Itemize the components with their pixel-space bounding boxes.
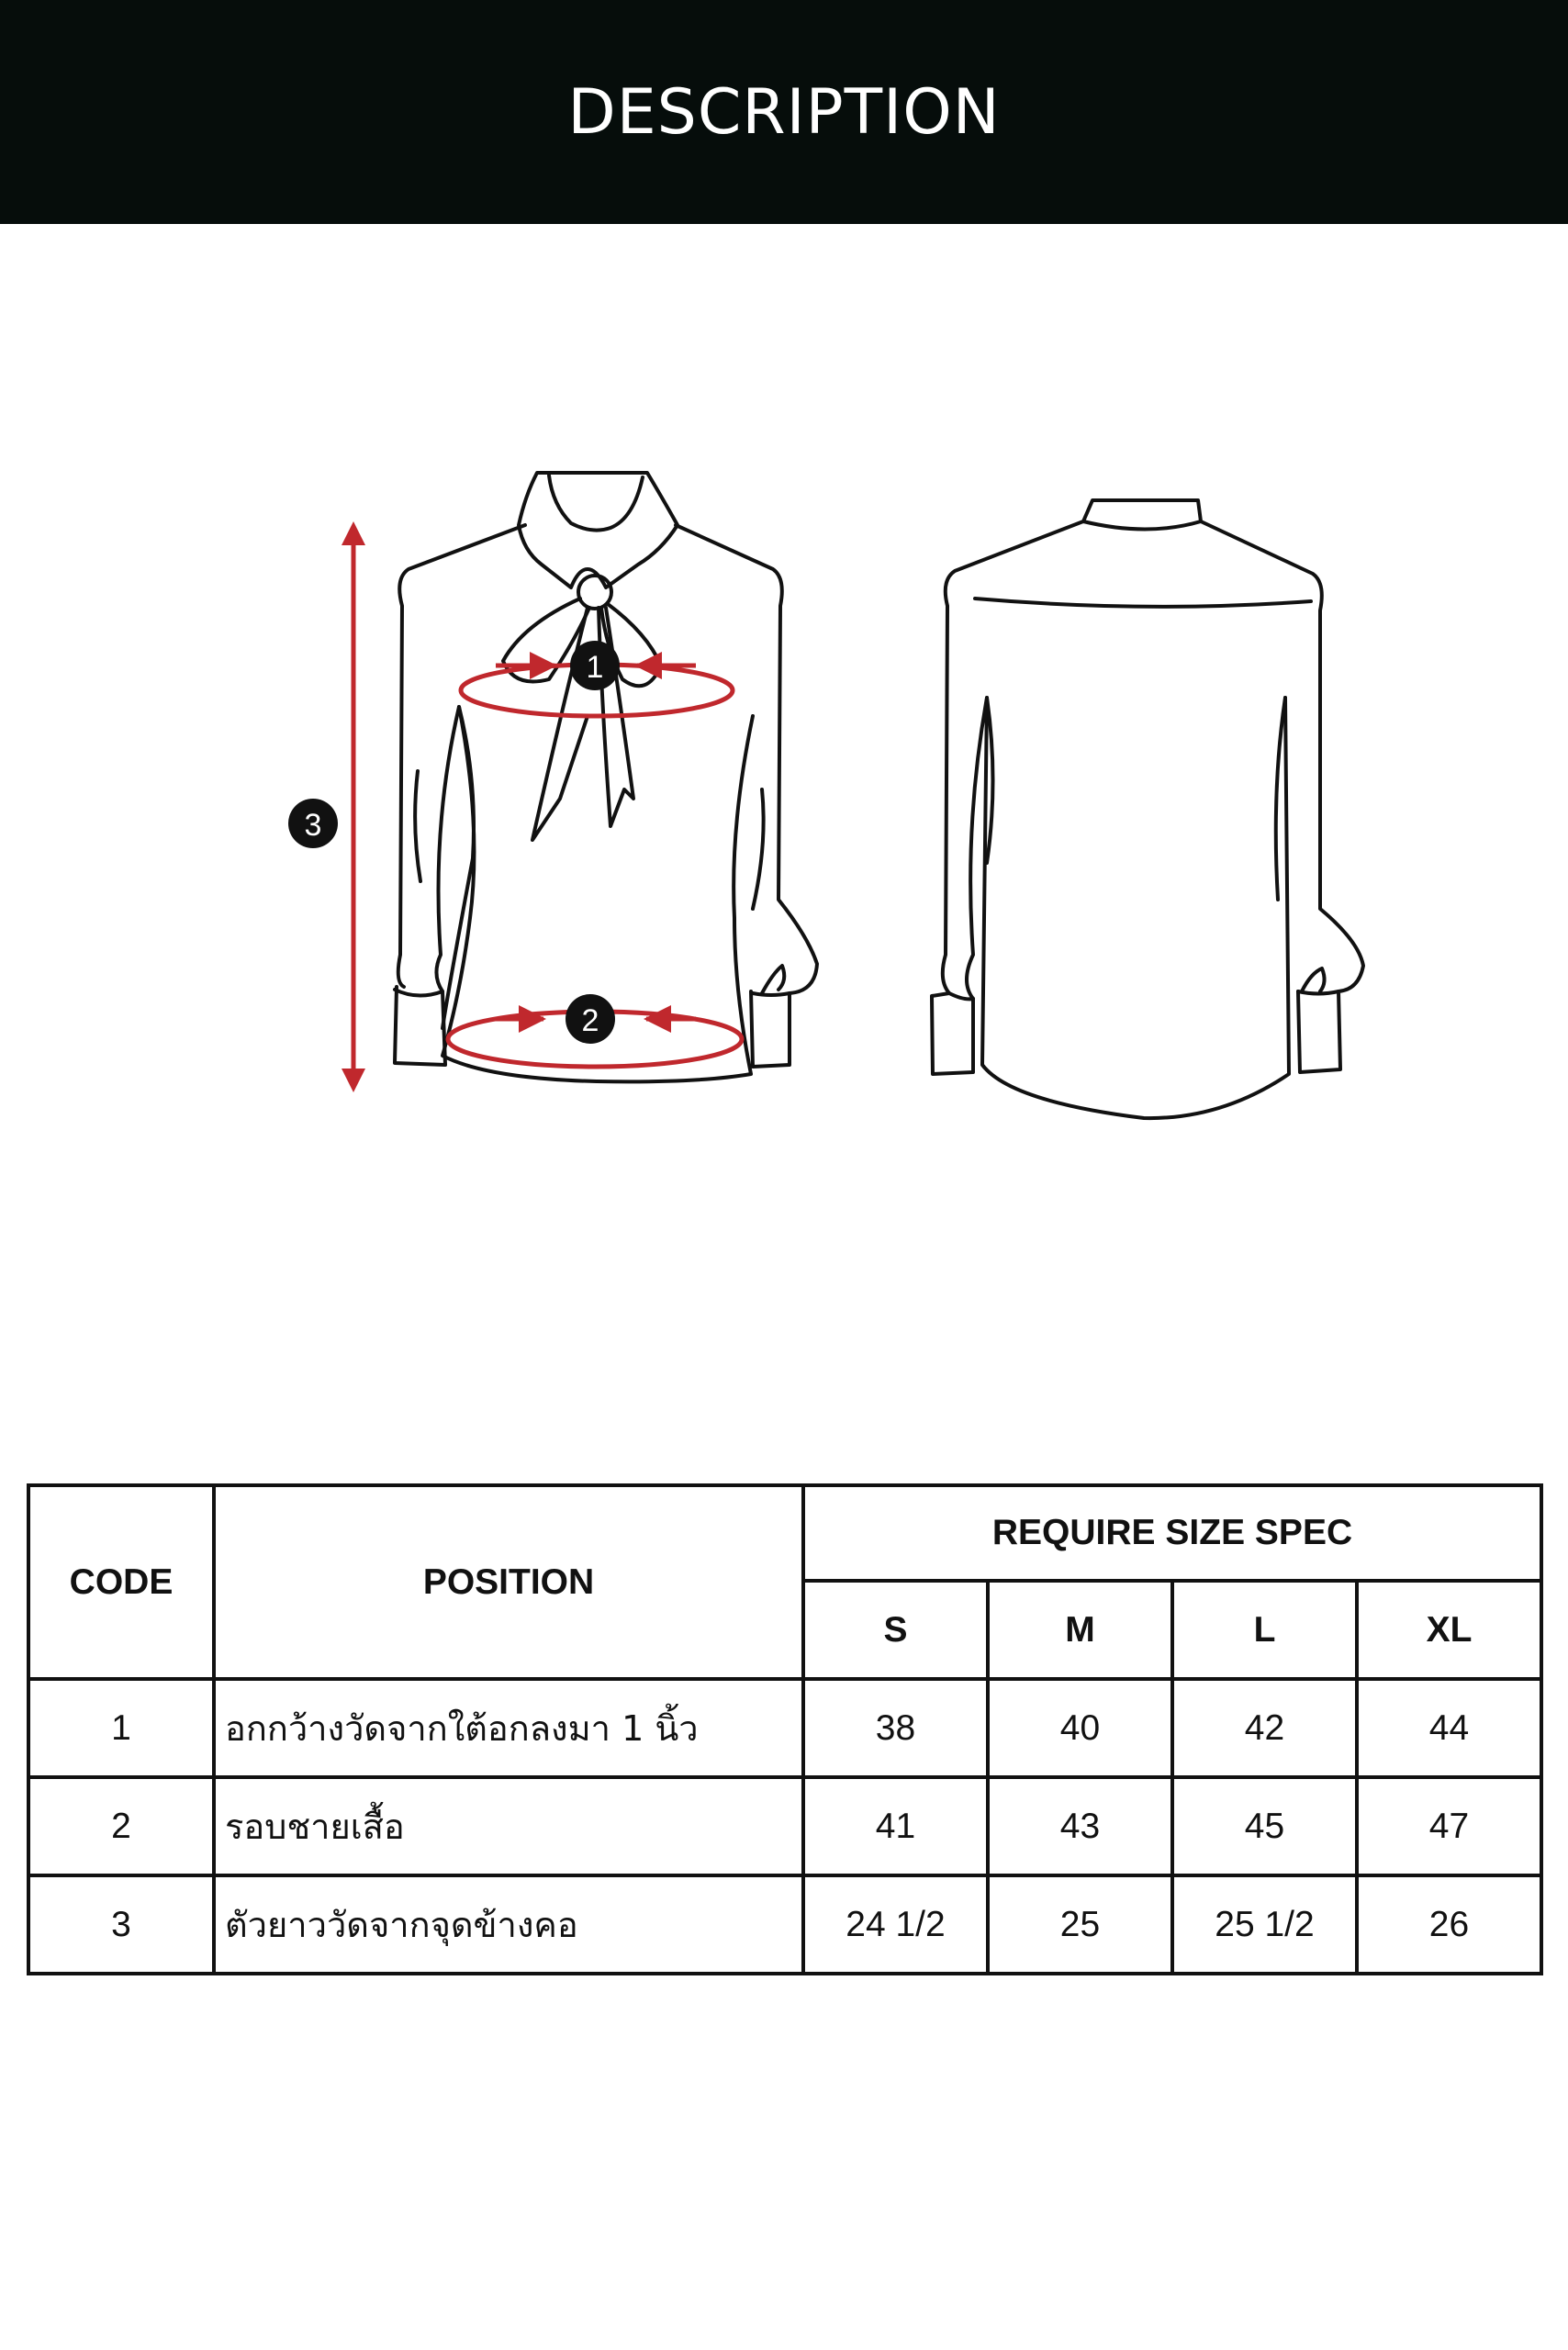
table-row <box>28 1777 1541 1875</box>
row-value-m: 43 <box>988 1777 1172 1875</box>
row-code: 3 <box>28 1875 214 1974</box>
size-header-l: L <box>1172 1581 1357 1679</box>
marker-3 <box>288 799 338 848</box>
position-header: POSITION <box>214 1485 803 1679</box>
row-code: 2 <box>28 1777 214 1875</box>
row-position: ตัวยาววัดจากจุดข้างคอ <box>214 1875 803 1974</box>
row-value-l: 25 1/2 <box>1172 1875 1357 1974</box>
header-bar <box>0 0 1568 224</box>
row-value-m: 40 <box>988 1679 1172 1777</box>
size-header-s: S <box>803 1581 988 1679</box>
marker-2-label: 2 <box>581 1003 599 1038</box>
marker-1 <box>570 641 620 690</box>
marker-1-label: 1 <box>586 650 604 685</box>
row-position: รอบชายเสื้อ <box>214 1777 803 1875</box>
row-value-m: 25 <box>988 1875 1172 1974</box>
front-view-shirt <box>395 473 817 1081</box>
row-value-xl: 47 <box>1357 1777 1541 1875</box>
row-code: 1 <box>28 1679 214 1777</box>
back-view-shirt <box>932 500 1363 1118</box>
row-value-xl: 26 <box>1357 1875 1541 1974</box>
row-value-l: 45 <box>1172 1777 1357 1875</box>
row-value-l: 42 <box>1172 1679 1357 1777</box>
size-header-xl: XL <box>1357 1581 1541 1679</box>
table-row <box>28 1679 1541 1777</box>
table-row <box>28 1875 1541 1974</box>
code-header: CODE <box>28 1485 214 1679</box>
row-value-s: 41 <box>803 1777 988 1875</box>
garment-diagram <box>0 441 1568 1138</box>
marker-2 <box>566 994 615 1044</box>
row-position: อกกว้างวัดจากใต้อกลงมา 1 นิ้ว <box>214 1679 803 1777</box>
row-value-s: 38 <box>803 1679 988 1777</box>
table-header-row <box>28 1485 1541 1581</box>
row-value-xl: 44 <box>1357 1679 1541 1777</box>
size-spec-table <box>27 1483 1543 1975</box>
row-value-s: 24 1/2 <box>803 1875 988 1974</box>
size-header-m: M <box>988 1581 1172 1679</box>
spec-header: REQUIRE SIZE SPEC <box>803 1485 1541 1581</box>
page-title: DESCRIPTION <box>567 75 1001 149</box>
marker-3-label: 3 <box>304 808 322 843</box>
